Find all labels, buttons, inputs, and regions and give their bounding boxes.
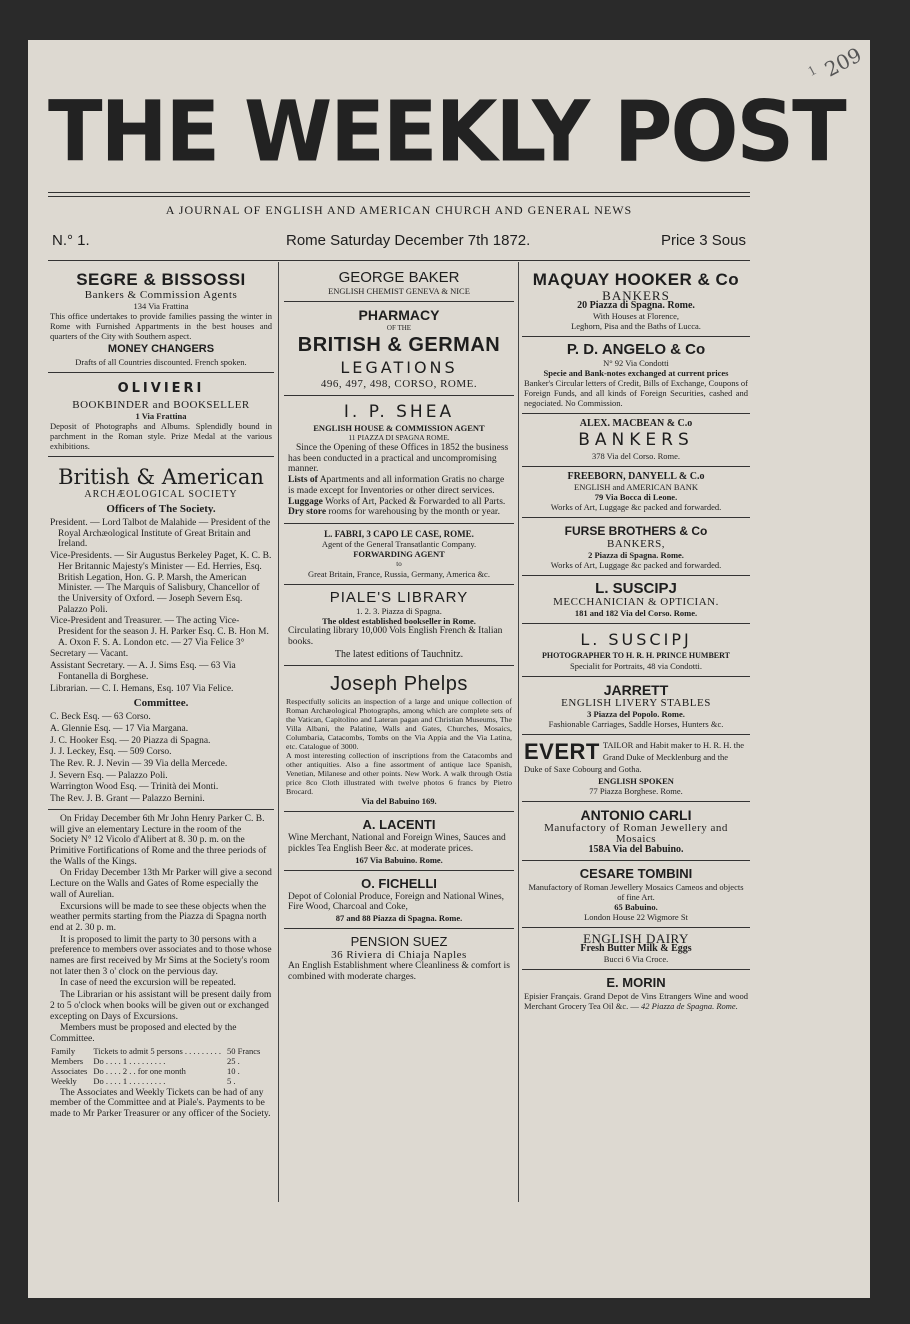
ad-address: 36 Riviera di Chiaja Naples	[331, 949, 467, 962]
officers-heading: Officers of The Society.	[106, 503, 216, 515]
ad-piale	[284, 585, 514, 666]
ad-role: Fresh Butter Milk & Eggs	[580, 943, 692, 954]
ad-address: 20 Piazza di Spagna. Rome.	[577, 300, 695, 311]
masthead-title: THE WEEKLY POST	[48, 82, 845, 181]
ticket-price: 25 .	[227, 1055, 240, 1066]
ad-london: London House 22 Wigmore St	[584, 912, 688, 922]
ad-role: BOOKBINDER and BOOKSELLER	[72, 399, 250, 411]
ad-name: I. P. SHEA	[343, 402, 455, 422]
ad-address: 87 and 88 Piazza di Spagna. Rome.	[335, 913, 463, 924]
committee-entry: J. Severn Esq. — Palazzo Poli.	[50, 770, 168, 781]
ad-role: MECCHANICIAN & OPTICIAN.	[553, 596, 719, 608]
column-1	[48, 265, 274, 1120]
ad-text-body: rooms for warehousing by the month or year.	[328, 507, 500, 518]
ticket-type: Associates	[51, 1065, 88, 1076]
ticket-price: 5 .	[227, 1075, 236, 1086]
ad-role: BANKERS,	[606, 538, 666, 550]
ad-role: Agent of the General Transatlantic Company.	[321, 538, 477, 549]
ad-carli	[522, 802, 750, 861]
ad-evert	[522, 735, 750, 802]
ad-address: N° 92 Via Condotti	[603, 358, 669, 368]
ad-lacenti	[284, 812, 514, 870]
ad-name: O. FICHELLI	[361, 875, 437, 891]
ad-sub: ENGLISH SPOKEN	[598, 776, 674, 786]
ticket-desc: Do . . . . 2 . . for one month	[93, 1065, 186, 1076]
ad-address: 42 Piazza de Spagna. Rome.	[641, 1001, 738, 1011]
ad-name: PIALE'S LIBRARY	[329, 588, 469, 606]
ad-text: Depot of Colonial Produce, Foreign and National Wines, Fire Wood, Charcoal and Coke,	[288, 891, 505, 913]
ad-role: ENGLISH LIVERY STABLES	[561, 697, 711, 709]
ad-text: Wine Merchant, National and Foreign Wines, Sauces and pickles Tea English Beer &c. at moderate prices.	[288, 833, 506, 855]
officer-entry: Vice-President and Treasurer. — The acting Vice-President for the season J. H. Parker Esq. C. B. Hon M. A. Oxon F. S. A. London etc. — 27 Via Felice 3°	[50, 616, 269, 648]
ticket-desc: Do . . . . 1 . . . . . . . . .	[93, 1055, 166, 1066]
ticket-row	[48, 1056, 263, 1066]
ad-name: P. D. ANGELO & Co	[566, 341, 706, 358]
committee-heading: Committee.	[133, 697, 189, 710]
ad-jarrett	[522, 677, 750, 735]
ad-address: 79 Via Bocca di Leone.	[594, 492, 678, 502]
society-subtitle: ARCHÆOLOGICAL SOCIETY	[84, 489, 238, 500]
ad-role: Manufactory of Roman Jewellery and Mosaics	[544, 822, 728, 845]
ad-more: Leghorn, Pisa and the Baths of Lucca.	[571, 321, 701, 331]
evert-block	[524, 740, 748, 776]
ad-text-body: Episier Français. Grand Depot de Vins Etrangers Wine and wood Merchant Grocery Tea Oil &c. —	[524, 991, 748, 1011]
ad-text: TAILOR and Habit maker to H. R. H. the Grand Duke of Mecklenburg and the Duke of Saxe Cobourg and Gotha.	[524, 740, 745, 774]
ad-heading: PHARMACY	[358, 307, 440, 323]
column-rule	[518, 262, 519, 1202]
ad-latest: The latest editions of Tauchnitz.	[334, 649, 464, 661]
ad-text	[286, 507, 512, 518]
ad-of: OF THE	[386, 324, 412, 332]
archive-mark: 1	[805, 63, 819, 80]
masthead-subtitle: A JOURNAL OF ENGLISH AND AMERICAN CHURCH AND GENERAL NEWS	[165, 203, 633, 217]
ad-suez	[284, 929, 514, 987]
ad-address: 3 Piazza del Popolo. Rome.	[587, 709, 685, 719]
officer-entry: President. — Lord Talbot de Malahide — President of the Royal Archæological Institute of Great Britain and Ireland.	[50, 518, 271, 550]
ticket-type: Members	[51, 1055, 84, 1066]
ad-dairy	[522, 928, 750, 970]
ad-address: Via del Babuino 169.	[361, 796, 437, 807]
ad-role: BANKERS	[602, 288, 670, 303]
ad-address: 167 Via Babuino. Rome.	[355, 854, 443, 865]
dateline	[48, 228, 750, 258]
ad-maquay	[522, 265, 750, 337]
ad-text-body: Works of Art, Packed & Forwarded to all Parts.	[325, 496, 506, 507]
committee-entry: C. Beck Esq. — 63 Corso.	[50, 712, 151, 723]
ad-name: FURSE BROTHERS & Co	[564, 524, 708, 538]
ad-lead: Luggage	[288, 496, 323, 507]
ad-text: Respectfully solicits an inspection of a large and unique collection of Roman Archæological Photographs, among which are complete sets of the Vatican, Capitolino and Lateran pagan and Christian Museums, The Villa Albani, the Palatine, Walls and Gates, Churches, Mosaics, Columbaria, Catacombs, Tombs on the Via Appia and the Via Latina, etc. Catalogue of 3000.	[286, 697, 512, 752]
ad-name: L. SUSCIPJ	[595, 580, 677, 597]
notice-paragraph: Members must be proposed and elected by the Committee.	[50, 1023, 237, 1044]
ad-text: Works of Art, Luggage &c packed and forwarded.	[550, 560, 722, 570]
ad-fichelli	[284, 871, 514, 929]
ad-name: CESARE TOMBINI	[579, 866, 693, 881]
ad-shea	[284, 396, 514, 524]
committee-list	[48, 712, 274, 805]
ad-lead: Lists of	[288, 475, 318, 486]
ad-name: L. FABRI, 3 CAPO LE CASE, ROME.	[324, 528, 474, 539]
ticket-desc: Tickets to admit 5 persons . . . . . . . . .	[93, 1045, 222, 1056]
ticket-price: 10 .	[227, 1065, 240, 1076]
ticket-table	[48, 1046, 263, 1086]
ad-name: ENGLISH DAIRY	[583, 931, 689, 946]
ad-text: A most interesting collection of inscriptions from the Catacombs and other antiquities. Also a fine assortment of antique lace Spanish, Venetian, Milanese and other points. New Work. A walk through Ostia price 8co Cloth illustrated with twelve photos 6 francs by Pietro Brocard.	[286, 751, 512, 797]
ad-name: GEORGE BAKER	[338, 269, 460, 286]
ad-fabri	[284, 524, 514, 585]
ad-text: Deposit of Photographs and Albums. Splendidly bound in parchment in the Roman style. Prize Medal at the various exhibitions.	[50, 421, 272, 451]
ad-address: 77 Piazza Borghese. Rome.	[589, 786, 683, 796]
ad-text: This office undertakes to provide families passing the winter in Rome with Furnished Appartments in the best houses and quarters of the City with Southern aspect.	[50, 311, 272, 341]
notice-paragraph: On Friday December 13th Mr Parker will give a second Lecture on the Walls and Gates of Rome especially the wall of Aurelian.	[50, 868, 272, 900]
committee-entry: J. J. Leckey, Esq. — 509 Corso.	[50, 747, 172, 758]
officer-entry: Secretary — Vacant.	[50, 649, 129, 660]
ad-freeborn	[522, 467, 750, 518]
newspaper-page	[28, 40, 870, 1298]
column-3	[522, 265, 750, 1016]
notice-paragraph: The Librarian or his assistant will be present daily from 2 to 5 o'clock when books will be given out or exchanged excepting on Days of Excursions.	[50, 990, 272, 1022]
ad-morin	[522, 970, 750, 1016]
ad-suscipj-photographer	[522, 624, 750, 677]
ticket-row	[48, 1076, 263, 1086]
ad-name: Joseph Phelps	[330, 673, 468, 696]
ad-text: Banker's Circular letters of Credit, Bills of Exchange, Coupons of Foreign Funds, and all kinds of Foreign Securities, cashed and negociated. No Commission.	[524, 378, 748, 408]
ticket-row	[48, 1066, 263, 1076]
ad-pharmacy	[284, 302, 514, 396]
ad-text-body: Apartments and all information Gratis no charge is made except for Inventories or other direct services.	[288, 475, 505, 496]
divider	[48, 809, 274, 810]
ad-address: Bucci 6 Via Croce.	[603, 954, 669, 964]
committee-entry: The Rev. R. J. Nevin — 39 Via della Mercede.	[50, 759, 228, 770]
notice-paragraph: Excursions will be made to see these objects when the weather permits starting from the Piazza di Spagna north end at 2. 30 p. m.	[50, 901, 267, 933]
ad-address: 158A Via del Babuino.	[588, 844, 684, 855]
ad-name: SEGRE & BISSOSSI	[76, 270, 246, 289]
column-rule	[278, 262, 279, 1202]
notice-paragraph: It is proposed to limit the party to 30 persons with a preference to members over associates and to those whose names are first received by Mr Sims at the Society's room not later then 3 o' clock on the pervious day.	[50, 934, 272, 977]
divider	[48, 192, 750, 193]
ad-suscipj-optician	[522, 576, 750, 624]
society-closing: The Associates and Weekly Tickets can be had of any member of the Committee and at Piale's. Payments to be made to Mr Parker Treasurer or any officer of the Society.	[50, 1087, 271, 1120]
ad-legations: LEGATIONS	[340, 358, 458, 377]
ad-name: L. SUSCIPJ	[580, 630, 692, 649]
society-notices	[48, 814, 274, 1045]
ad-text: Since the Opening of these Offices in 1852 the business has been conducted in a practical and uncompromising manner.	[288, 443, 509, 475]
ad-lead: Dry store	[288, 507, 327, 518]
society-section	[48, 457, 274, 1120]
society-title: British & American	[58, 465, 264, 489]
ad-address: 181 and 182 Via del Corso. Rome.	[574, 608, 698, 618]
ad-address: 1 Via Frattina	[135, 411, 187, 421]
ad-segre	[48, 265, 274, 373]
issue-price: Price 3 Sous	[660, 232, 746, 249]
ad-text	[286, 497, 512, 508]
ad-address: 134 Via Frattina	[133, 301, 189, 311]
ad-role: ENGLISH HOUSE & COMMISSION AGENT	[313, 423, 485, 433]
committee-entry: Warrington Wood Esq. — Trinità dei Monti.	[50, 782, 219, 793]
ad-name: PENSION SUEZ	[350, 934, 448, 950]
committee-entry: J. C. Hooker Esq. — 20 Piazza di Spagna.	[50, 735, 211, 746]
ad-role: PHOTOGRAPHER TO H. R. H. PRINCE HUMBERT	[542, 651, 730, 660]
divider	[48, 196, 750, 197]
divider	[48, 260, 750, 261]
ad-text: Fashionable Carriages, Saddle Horses, Hunters &c.	[548, 719, 724, 729]
ad-name: BRITISH & GERMAN	[297, 334, 501, 356]
notice-paragraph: On Friday December 6th Mr John Henry Parker C. B. will give an elementary Lecture in the room of the Society N° 12 Vicolo d'Alibert at 8. 30 p. m. on the Primitive Fortifications of Rome and the three periods of the Walls of the Kings.	[50, 813, 267, 867]
officer-entry: Librarian. — C. I. Hemans, Esq. 107 Via Felice.	[50, 683, 234, 694]
ad-name: A. LACENTI	[362, 817, 436, 833]
ticket-type: Family	[51, 1045, 76, 1056]
ticket-price: 50 Francs	[227, 1045, 261, 1056]
ad-role: Manufactory of Roman Jewellery Mosaics Cameos and objects of fine Art.	[528, 882, 744, 902]
ticket-desc: Do . . . . 1 . . . . . . . . .	[93, 1075, 166, 1086]
ad-tombini	[522, 861, 750, 928]
ad-name: OLIVIERI	[117, 381, 205, 396]
ad-text	[524, 991, 748, 1011]
archive-number: 209	[820, 42, 866, 82]
ad-text: An English Establishment where Cleanliness & comfort is combined with moderate charges.	[288, 961, 510, 982]
ad-macbean	[522, 414, 750, 467]
ad-name: ANTONIO CARLI	[580, 807, 692, 823]
ad-baker	[284, 265, 514, 302]
ad-text: Circulating library 10,000 Vols English French & Italian books.	[288, 625, 503, 647]
ad-name: EVERT	[524, 739, 600, 764]
ad-name: MAQUAY HOOKER & Co	[532, 270, 740, 289]
ad-to: to	[396, 559, 402, 568]
ad-text: Specialit for Portraits, 48 via Condotti.	[570, 661, 702, 671]
ticket-type: Weekly	[51, 1075, 77, 1086]
ad-sub: FORWARDING AGENT	[353, 548, 445, 559]
officer-entry: Assistant Secretary. — A. J. Sims Esq. — 63 Via Fontanella di Borghese.	[50, 661, 236, 682]
ad-name: ALEX. MACBEAN & C.o	[579, 418, 693, 429]
officers-list	[48, 518, 274, 694]
notice-paragraph: In case of need the excursion will be repeated.	[60, 978, 236, 989]
ad-role: Bankers & Commission Agents	[84, 289, 238, 301]
ad-address: 11 PIAZZA DI SPAGNA ROME.	[348, 433, 450, 442]
ad-sub: MONEY CHANGERS	[107, 343, 215, 355]
ad-angelo	[522, 337, 750, 414]
ad-line: The oldest established bookseller in Rome.	[322, 615, 476, 626]
ad-text	[286, 475, 512, 496]
ad-role: ENGLISH and AMERICAN BANK	[574, 482, 698, 492]
committee-entry: The Rev. J. B. Grant — Palazzo Bernini.	[50, 794, 205, 805]
ad-name: E. MORIN	[606, 975, 666, 990]
officer-entry: Vice-Presidents. — Sir Augustus Berkeley Paget, K. C. B. Her Britannic Majesty's Minister — Ed. Herries, Esq. British Legation, Hon. G. P. Marsh, the American Minister. — The Marquis of Salisbury, Chancellor of the University of Oxford. — Joseph Severn Esq. Palazzo Poli.	[50, 551, 272, 615]
ticket-row	[48, 1046, 263, 1056]
column-2	[284, 265, 514, 988]
ad-address: 378 Via del Corso. Rome.	[591, 451, 681, 461]
ad-role: ENGLISH CHEMIST GENEVA & NICE	[328, 286, 470, 296]
ad-role: BANKERS	[578, 430, 694, 450]
ad-furse	[522, 518, 750, 576]
ad-dest: Great Britain, France, Russia, Germany, America &c.	[308, 568, 490, 579]
ad-address: 496, 497, 498, CORSO, ROME.	[320, 378, 478, 390]
ad-phelps	[284, 666, 514, 812]
issue-number: N.° 1.	[52, 232, 90, 249]
committee-entry: A. Glennie Esq. — 17 Via Margana.	[50, 723, 189, 734]
ad-line: Specie and Bank-notes exchanged at current prices	[543, 368, 729, 378]
ad-note: Drafts of all Countries discounted. French spoken.	[75, 357, 247, 367]
ad-address: 65 Babuino.	[614, 902, 658, 912]
ad-houses: With Houses at Florence,	[592, 311, 680, 321]
ad-olivieri	[48, 373, 274, 457]
ad-name: JARRETT	[603, 682, 669, 698]
ad-name: FREEBORN, DANYELL & C.o	[567, 471, 705, 482]
issue-date: Rome Saturday December 7th 1872.	[286, 232, 531, 249]
ad-text: Works of Art, Luggage &c packed and forwarded.	[550, 502, 722, 512]
ad-address: 1. 2. 3. Piazza di Spagna.	[356, 605, 442, 616]
ad-address: 2 Piazza di Spagna. Rome.	[588, 550, 684, 560]
